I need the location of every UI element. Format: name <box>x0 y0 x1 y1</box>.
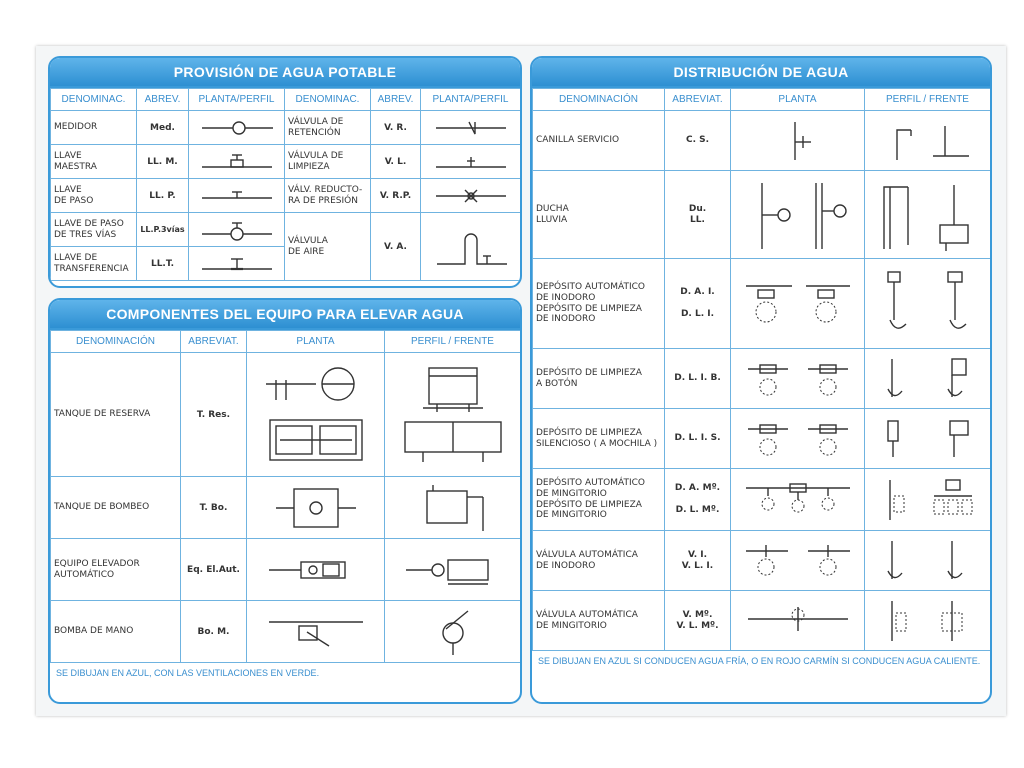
shower-profile-symbol <box>865 171 991 259</box>
row-abbr: V. A. <box>371 213 421 281</box>
col-header: DENOMINAC. <box>51 89 137 111</box>
col-header: PERFIL / FRENTE <box>385 331 521 353</box>
service-tap-plan-symbol <box>731 111 865 171</box>
row-name: MEDIDOR <box>51 111 137 145</box>
cleaning-valve-symbol <box>421 145 521 179</box>
col-header: ABREVIAT. <box>665 89 731 111</box>
row-name: DUCHA LLUVIA <box>533 171 665 259</box>
urinal-valve-plan-symbol <box>731 591 865 651</box>
row-name: BOMBA DE MANO <box>51 601 181 663</box>
button-tank-profile-symbol <box>865 349 991 409</box>
distribucion-panel <box>530 56 992 704</box>
air-valve-symbol <box>421 213 521 281</box>
col-header: ABREVIAT. <box>181 331 247 353</box>
col-header: PLANTA/PERFIL <box>421 89 521 111</box>
row-abbr: LL. P. <box>137 179 189 213</box>
distribucion-footnote: SE DIBUJAN EN AZUL SI CONDUCEN AGUA FRÍA, O EN ROJO CARMÍN SI CONDUCEN AGUA CALIENTE. <box>538 656 981 666</box>
pressure-reducer-symbol <box>421 179 521 213</box>
componentes-table <box>50 330 521 663</box>
row-abbr: V. R. <box>371 111 421 145</box>
meter-symbol <box>189 111 285 145</box>
col-header: ABREV. <box>371 89 421 111</box>
distribucion-title: DISTRIBUCIÓN DE AGUA <box>532 58 990 88</box>
row-name: VÁLVULA AUTOMÁTICA DE MINGITORIO <box>533 591 665 651</box>
row-name: CANILLA SERVICIO <box>533 111 665 171</box>
hand-pump-plan-symbol <box>247 601 385 663</box>
row-abbr: V. L. <box>371 145 421 179</box>
col-header: DENOMINACIÓN <box>51 331 181 353</box>
col-header: PLANTA/PERFIL <box>189 89 285 111</box>
row-name: LLAVE DE PASO DE TRES VÍAS <box>51 213 137 247</box>
row-name: LLAVE MAESTRA <box>51 145 137 179</box>
toilet-tank-plan-symbol <box>731 259 865 349</box>
row-name: EQUIPO ELEVADOR AUTOMÁTICO <box>51 539 181 601</box>
button-tank-plan-symbol <box>731 349 865 409</box>
col-header: PLANTA <box>731 89 865 111</box>
urinal-tank-profile-symbol <box>865 469 991 531</box>
row-name: VÁLV. REDUCTO- RA DE PRESIÓN <box>285 179 371 213</box>
row-name: VÁLVULA AUTOMÁTICA DE INODORO <box>533 531 665 591</box>
row-abbr: V. I. V. L. I. <box>665 531 731 591</box>
componentes-footnote: SE DIBUJAN EN AZUL, CON LAS VENTILACIONES EN VERDE. <box>56 668 320 678</box>
gate-valve-symbol <box>189 179 285 213</box>
reserve-tank-plan-symbol <box>247 353 385 477</box>
row-abbr: V. R.P. <box>371 179 421 213</box>
col-header: PLANTA <box>247 331 385 353</box>
row-name: VÁLVULA DE AIRE <box>285 213 371 281</box>
row-name: LLAVE DE PASO <box>51 179 137 213</box>
row-name: DEPÓSITO AUTOMÁTICO DE INODORO DEPÓSITO DE LIMPIEZA DE INODORO <box>533 259 665 349</box>
row-name: VÁLVULA DE LIMPIEZA <box>285 145 371 179</box>
auto-lift-plan-symbol <box>247 539 385 601</box>
row-abbr: T. Res. <box>181 353 247 477</box>
row-abbr: T. Bo. <box>181 477 247 539</box>
toilet-valve-plan-symbol <box>731 531 865 591</box>
provision-panel <box>48 56 522 288</box>
col-header: ABREV. <box>137 89 189 111</box>
row-name: LLAVE DE TRANSFERENCIA <box>51 247 137 281</box>
row-abbr: D. L. I. B. <box>665 349 731 409</box>
distribucion-table <box>532 88 991 651</box>
pump-tank-profile-symbol <box>385 477 521 539</box>
master-valve-symbol <box>189 145 285 179</box>
hand-pump-profile-symbol <box>385 601 521 663</box>
row-name: DEPÓSITO DE LIMPIEZA A BOTÓN <box>533 349 665 409</box>
provision-table <box>50 88 521 281</box>
urinal-valve-profile-symbol <box>865 591 991 651</box>
row-abbr: C. S. <box>665 111 731 171</box>
row-abbr: Eq. El.Aut. <box>181 539 247 601</box>
toilet-valve-profile-symbol <box>865 531 991 591</box>
urinal-tank-plan-symbol <box>731 469 865 531</box>
pump-tank-plan-symbol <box>247 477 385 539</box>
silent-tank-plan-symbol <box>731 409 865 469</box>
row-name: TANQUE DE BOMBEO <box>51 477 181 539</box>
row-name: TANQUE DE RESERVA <box>51 353 181 477</box>
transfer-valve-symbol <box>189 247 285 281</box>
col-header: DENOMINACIÓN <box>533 89 665 111</box>
col-header: DENOMINAC. <box>285 89 371 111</box>
shower-plan-symbol <box>731 171 865 259</box>
row-abbr: LL.T. <box>137 247 189 281</box>
row-abbr: LL.P.3vías <box>137 213 189 247</box>
row-name: DEPÓSITO DE LIMPIEZA SILENCIOSO ( A MOCHILA ) <box>533 409 665 469</box>
provision-title: PROVISIÓN DE AGUA POTABLE <box>50 58 520 88</box>
row-abbr: Med. <box>137 111 189 145</box>
row-abbr: V. Mº. V. L. Mº. <box>665 591 731 651</box>
row-abbr: D. L. I. S. <box>665 409 731 469</box>
row-abbr: Bo. M. <box>181 601 247 663</box>
componentes-panel <box>48 298 522 704</box>
row-abbr: D. A. I. D. L. I. <box>665 259 731 349</box>
row-name: VÁLVULA DE RETENCIÓN <box>285 111 371 145</box>
row-name: DEPÓSITO AUTOMÁTICO DE MINGITORIO DEPÓSITO DE LIMPIEZA DE MINGITORIO <box>533 469 665 531</box>
col-header: PERFIL / FRENTE <box>865 89 991 111</box>
reserve-tank-profile-symbol <box>385 353 521 477</box>
row-abbr: Du. LL. <box>665 171 731 259</box>
toilet-tank-profile-symbol <box>865 259 991 349</box>
row-abbr: LL. M. <box>137 145 189 179</box>
silent-tank-profile-symbol <box>865 409 991 469</box>
service-tap-profile-symbol <box>865 111 991 171</box>
check-valve-symbol <box>421 111 521 145</box>
auto-lift-profile-symbol <box>385 539 521 601</box>
componentes-title: COMPONENTES DEL EQUIPO PARA ELEVAR AGUA <box>50 300 520 330</box>
row-abbr: D. A. Mº. D. L. Mº. <box>665 469 731 531</box>
three-way-valve-symbol <box>189 213 285 247</box>
